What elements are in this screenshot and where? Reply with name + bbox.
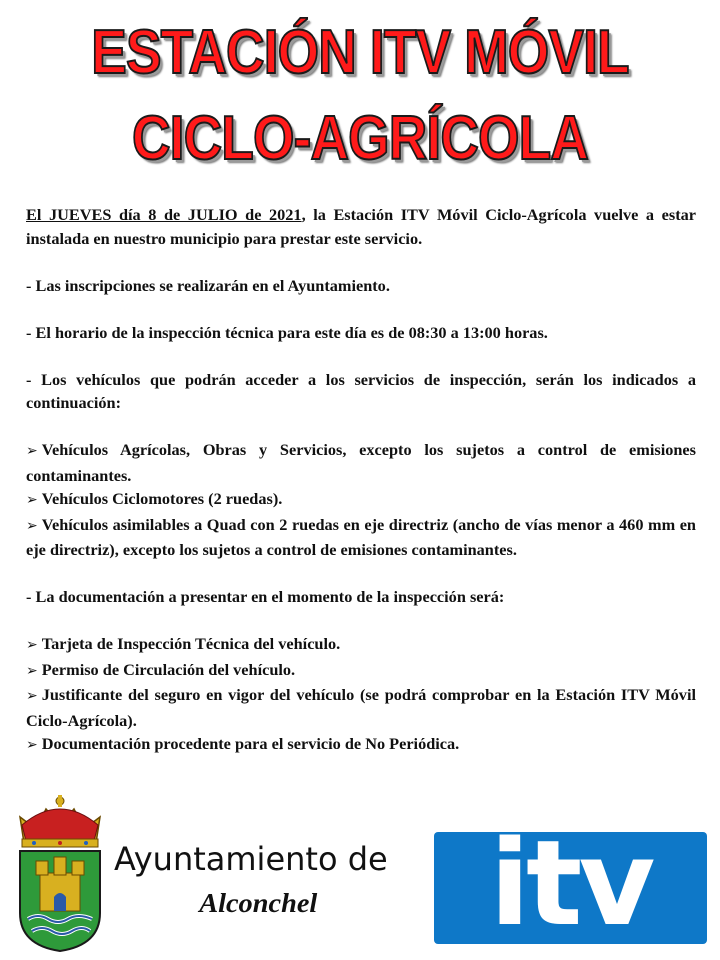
intro-paragraph bbox=[26, 203, 696, 250]
documento-item: ➢ Tarjeta de Inspección Técnica del vehículo. bbox=[26, 634, 341, 653]
documento-item: ➢ Permiso de Circulación del vehículo. bbox=[26, 659, 296, 679]
vehiculo-item: ➢ Vehículos Agrícolas, Obras y Servicios, excepto los sujetos a control de emisiones contaminantes. bbox=[26, 440, 696, 485]
arrow-bullet-icon: ➢ bbox=[26, 443, 38, 459]
documento-item: ➢ Justificante del seguro en vigor del vehículo (se podrá comprobar en la Estación ITV Móvil Ciclo-Agrícola). bbox=[26, 685, 696, 730]
arrow-bullet-icon: ➢ bbox=[26, 517, 38, 534]
vehiculos-intro: - Los vehículos que podrán acceder a los servicios de inspección, serán los indicados a continuación: bbox=[26, 369, 696, 412]
arrow-bullet-icon: ➢ bbox=[26, 688, 38, 704]
documento-item: ➢ Documentación procedente para el servicio de No Periódica. bbox=[26, 734, 460, 753]
event-date: El JUEVES día 8 de JULIO de 2021 bbox=[26, 205, 302, 224]
arrow-bullet-icon: ➢ bbox=[26, 662, 38, 679]
town-name: Alconchel bbox=[199, 888, 318, 918]
vehiculo-item: ➢ Vehículos Ciclomotores (2 ruedas). bbox=[26, 489, 283, 508]
vehiculo-item: ➢ Vehículos asimilables a Quad con 2 ruedas en eje directriz (ancho de vías menor a 460 mm en eje directriz), excepto los sujetos a control de emisiones contaminantes. bbox=[26, 514, 696, 559]
horario-line: - El horario de la inspección técnica para este día es de 08:30 a 13:00 horas. bbox=[26, 322, 548, 342]
coat-of-arms-icon bbox=[14, 795, 106, 953]
documentacion-intro: - La documentación a presentar en el momento de la inspección será: bbox=[26, 587, 505, 606]
inscripciones-line: - Las inscripciones se realizarán en el Ayuntamiento. bbox=[26, 275, 390, 295]
ayuntamiento-label: Ayuntamiento de bbox=[114, 840, 388, 878]
arrow-bullet-icon: ➢ bbox=[26, 737, 38, 753]
title-line-2: CICLO-AGRÍCOLA bbox=[132, 104, 588, 173]
ayuntamiento-block bbox=[14, 795, 414, 955]
itv-logo-text: itv bbox=[489, 814, 652, 952]
itv-logo bbox=[434, 814, 707, 952]
notice-body bbox=[26, 203, 696, 758]
title-line-1: ESTACIÓN ITV MÓVIL bbox=[91, 18, 629, 87]
intro-text: , la Estación ITV Móvil Ciclo-Agrícola vuelve a estar instalada en nuestro municipio para prestar este servicio. bbox=[26, 205, 696, 248]
arrow-bullet-icon: ➢ bbox=[26, 492, 38, 508]
arrow-bullet-icon: ➢ bbox=[26, 637, 38, 653]
